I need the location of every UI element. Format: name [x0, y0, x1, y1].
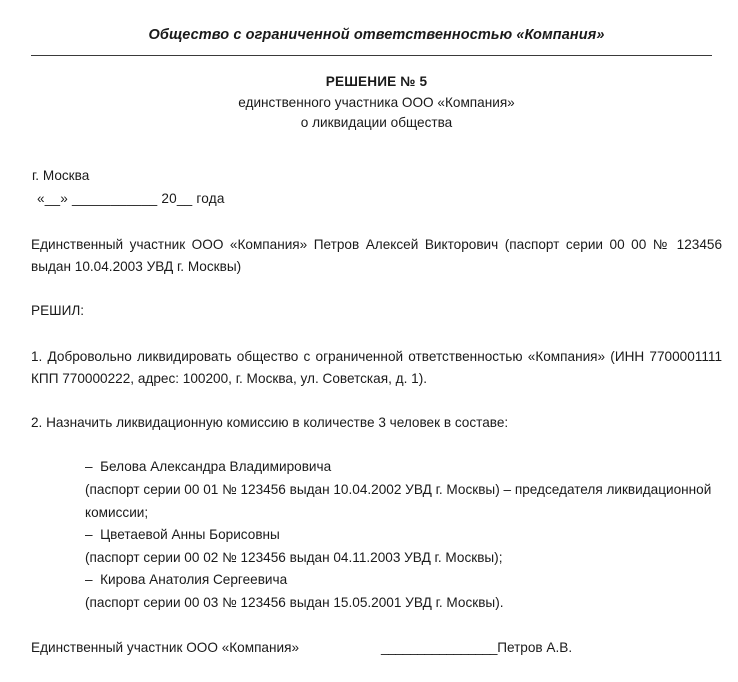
commission-member [85, 524, 722, 569]
participant-paragraph: Единственный участник ООО «Компания» Петров Алексей Викторович (паспорт серии 00 00 № 123456 выдан 10.04.2003 УВД г. Москвы) [31, 237, 722, 275]
resolution-item-1: 1. Добровольно ликвидировать общество с ограниченной ответственностью «Компания» (ИНН 7700001111 КПП 770000222, адрес: 100200, г. Москва, ул. Советская, д. 1). [31, 349, 722, 387]
commission-member [85, 569, 722, 614]
commission-member-name: – Белова Александра Владимировича [85, 459, 332, 475]
resolved-label: РЕШИЛ: [31, 303, 85, 319]
document-sheet [31, 0, 722, 614]
date-blank-line: «__» ___________ 20__ года [37, 190, 225, 206]
signature-line: ________________ [381, 640, 498, 655]
place-city: г. Москва [32, 167, 90, 183]
signature-role-label: Единственный участник ООО «Компания» [31, 640, 300, 655]
commission-member [85, 456, 722, 524]
commission-member-name: – Цветаевой Анны Борисовны [85, 527, 280, 543]
resolution-item-2: 2. Назначить ликвидационную комиссию в количестве 3 человек в составе: [31, 415, 509, 431]
letterhead-company-name: Общество с ограниченной ответственностью «Компания» [148, 27, 605, 43]
signature-footer [31, 638, 722, 657]
place-and-date-block [31, 165, 722, 211]
title-block [31, 72, 722, 132]
commission-member-passport: (паспорт серии 00 03 № 123456 выдан 15.05.2001 УВД г. Москвы). [85, 594, 504, 610]
commission-member-passport: (паспорт серии 00 02 № 123456 выдан 04.11.2003 УВД г. Москвы); [85, 549, 503, 565]
signatory-name: Петров А.В. [497, 640, 573, 655]
document-title-subject: о ликвидации общества [300, 114, 453, 130]
document-title-participant: единственного участника ООО «Компания» [238, 94, 515, 110]
header-divider-rule [31, 55, 712, 56]
commission-members-list [31, 456, 722, 614]
document-title-number: РЕШЕНИЕ № 5 [325, 74, 428, 90]
commission-member-passport: (паспорт серии 00 01 № 123456 выдан 10.04.2002 УВД г. Москвы) – председателя ликвидационной комиссии; [85, 482, 712, 520]
commission-member-name: – Кирова Анатолия Сергеевича [85, 572, 288, 588]
